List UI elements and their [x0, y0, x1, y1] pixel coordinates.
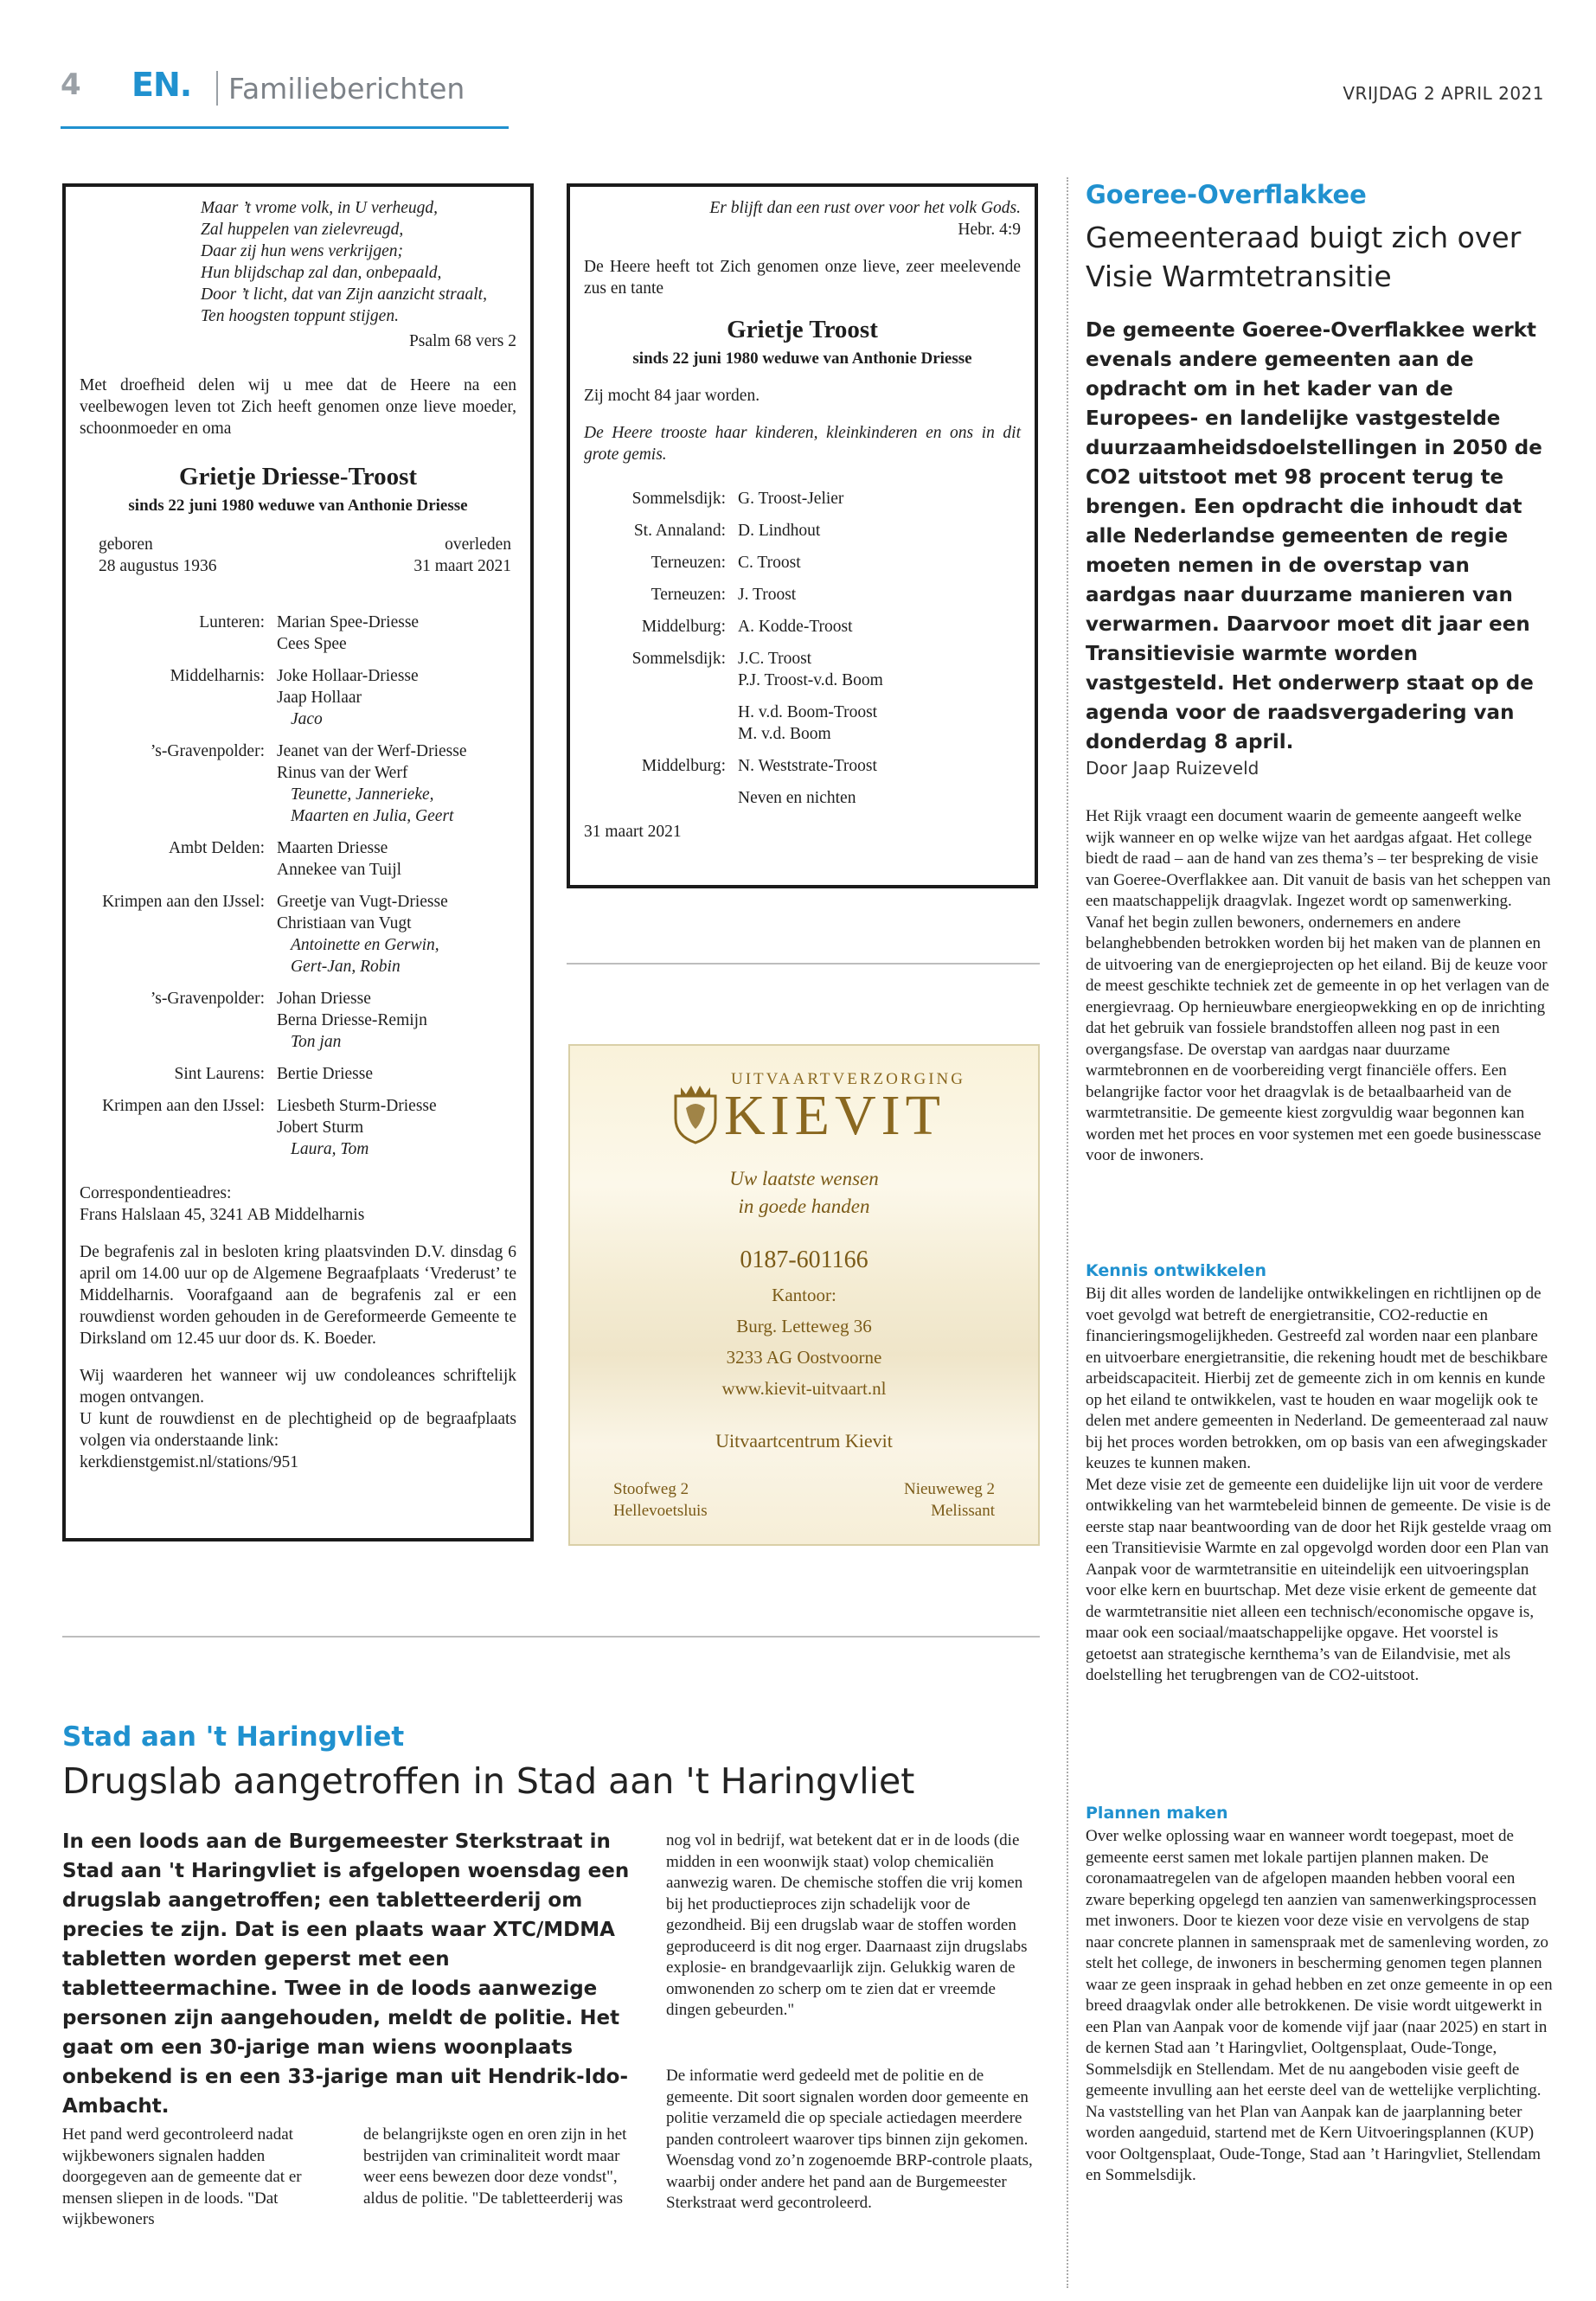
family-name: Maarten Driesse — [277, 839, 388, 857]
family-names — [738, 552, 801, 574]
family-place: Middelharnis: — [170, 667, 265, 685]
family-row — [80, 891, 516, 977]
bible-verse: Er blijft dan een rust over voor het volk Gods. — [709, 199, 1021, 217]
family-name: Johan Driesse — [277, 990, 371, 1008]
family-name: H. v.d. Boom-Troost — [738, 703, 878, 721]
deceased-name: Grietje Troost — [727, 316, 878, 343]
death-notice-troost — [567, 183, 1038, 888]
family-row — [80, 665, 516, 730]
family-name: Marian Spee-Driesse — [277, 613, 420, 631]
family-name: Bertie Driesse — [277, 1065, 374, 1083]
condolence-info: Wij waarderen het wanneer wij uw condoleances schriftelijk mogen ontvangen. — [80, 1367, 516, 1407]
family-name: C. Troost — [738, 554, 801, 572]
family-place: Terneuzen: — [651, 554, 726, 572]
family-row — [584, 755, 1021, 777]
funeral-info: De begrafenis zal in besloten kring plaatsvinden D.V. dinsdag 6 april om 14.00 uur op de Algemene Begraafplaats ‘Vrederust’ te Middelharnis. Voorafgaand aan de begrafenis zal er een rouwdienst worden gehouden in de Gereformeerde Gemeente te Dirksland om 12.45 uur door ds. K. Boeder. — [80, 1243, 516, 1348]
grandchildren: Maarten en Julia, Geert — [291, 807, 454, 825]
article-subhead: Kennis ontwikkelen — [1086, 1261, 1267, 1280]
ad-website[interactable]: www.kievit-uitvaart.nl — [721, 1378, 887, 1399]
family-name: M. v.d. Boom — [738, 725, 831, 743]
page-number: 4 — [61, 67, 81, 102]
ad-street: Burg. Letteweg 36 — [736, 1316, 872, 1336]
family-name: Joke Hollaar-Driesse — [277, 667, 419, 685]
family-row — [80, 1063, 516, 1085]
family-names — [277, 837, 401, 881]
article-body: Bij dit alles worden de landelijke ontwikkelingen en richtlijnen op de voet gevolgd wat betreft de energietransitie, CO2-reductie en financieringsmogelijkheden. Gestreefd zal worden naar een planbare en uitvoerbare energietransitie, die rekening houdt met de beschikbare arbeidscapaciteit. Hierbij zet de gemeente zich in om kennis en kunde op het eiland te ontwikkelen, vast te houden en waar mogelijk ook te delen met andere gemeenten in Nederland. De gemeenteraad zal nauw bij het proces worden betrokken, om op basis van een afwegingskader keuzes te kunnen maken. Met deze visie zet de gemeente een duidelijke lijn uit voor de verdere ontwikkeling van het warmtebeleid binnen de gemeente. De visie is de eerste stap naar beantwoording van de door het Rijk gestelde vraag om een Transitievisie Warmte en zal opgevolgd worden door een Plan van Aanpak voor de warmtetransitie en uiteindelijk een uitvoeringsplan voor elke kern en buurtschap. Met deze visie erkent de gemeente dat de warmtetransitie niet alleen een technisch/economische opgave is, maar ook een sociaal/maatschappelijke opgave. Het voorstel is getoetst aan strategische kernthema’s van de Eilandvisie, met als doelstelling het terugbrengen van de CO2-uitstoot. — [1086, 1285, 1552, 1684]
family-name: Cees Spee — [277, 635, 347, 653]
ad-slogan-line: in goede handen — [738, 1195, 870, 1217]
family-place: ’s-Gravenpolder: — [150, 990, 265, 1008]
article-column: Het pand werd gecontroleerd nadat wijkbewoners signalen hadden doorgegeven aan de gemeente dat er mensen sliepen in de loods. "Dat wijkbewoners — [62, 2125, 302, 2228]
ad-brand: KIEVIT — [724, 1084, 945, 1147]
family-place: Sint Laurens: — [174, 1065, 265, 1083]
article-subhead: Plannen maken — [1086, 1804, 1228, 1823]
newspaper-logo: EN. — [131, 66, 192, 104]
header-divider — [216, 71, 218, 106]
family-place: Krimpen aan den IJssel: — [102, 893, 265, 911]
family-name: Rinus van der Werf — [277, 764, 408, 782]
family-name: Neven en nichten — [738, 789, 856, 807]
family-names — [738, 616, 853, 638]
family-names — [738, 648, 883, 691]
ad-slogan-line: Uw laatste wensen — [729, 1168, 879, 1189]
family-row — [80, 1095, 516, 1160]
family-names — [738, 488, 843, 510]
article-body: Het Rijk vraagt een document waarin de gemeente aangeeft welke wijk wanneer en op welke wijze van het aardgas afgaat. Het college biedt de raad – aan de hand van zes thema’s – ter bespreking de visie van Goeree-Overflakkee aan. Dit vanuit de basis van het scheppen van een maatschappelijk draagvlak. Ingezet wordt op samenwerking. Vanaf het begin zullen bewoners, ondernemers en andere belanghebbenden betrokken worden bij het maken van de plannen en de uitvoering van de energieprojecten op het eiland. Bij de keuze voor de meest geschikte techniek zet de gemeente in op het verlagen van de energievraag. Op hernieuwbare energieopwekking en op de inrichting dat het gebruik van fossiele brandstoffen alleen nog past in een overgangsfase. De overstap van aardgas naar duurzame warmtebronnen en de voorbereiding vergt financiële offers. Een belangrijke factor voor het draagvlak is de betaalbaarheid van de warmtetransitie. De gemeente kiest zorgvuldig waar begonnen kan worden met het proces en voor systemen met een goede businesscase voor de inwoners. — [1086, 807, 1551, 1164]
death-notice-driesse-troost — [62, 183, 534, 1541]
header-rule — [61, 126, 509, 129]
kievit-advertisement[interactable] — [568, 1044, 1040, 1546]
family-name: D. Lindhout — [738, 522, 821, 540]
family-row — [584, 787, 1021, 809]
family-name: G. Troost-Jelier — [738, 490, 844, 508]
ad-location-street: Stoofweg 2 — [613, 1480, 689, 1498]
family-name: Christiaan van Vugt — [277, 914, 412, 933]
born — [99, 534, 217, 577]
column-divider — [1067, 177, 1068, 2288]
ad-city: 3233 AG Oostvoorne — [726, 1347, 882, 1368]
grandchildren: Teunette, Jannerieke, — [291, 785, 434, 804]
crest-icon — [670, 1084, 721, 1144]
grandchildren: Gert-Jan, Robin — [291, 958, 401, 976]
notice-date: 31 maart 2021 — [584, 823, 682, 841]
family-names — [277, 988, 427, 1053]
poem-line: Door ’t licht, dat van Zijn aanzicht straalt, — [201, 285, 487, 304]
family-row — [80, 740, 516, 827]
family-place: Terneuzen: — [651, 586, 726, 604]
family-place: Krimpen aan den IJssel: — [102, 1097, 265, 1115]
family-names — [738, 702, 877, 745]
family-names — [738, 755, 877, 777]
family-row — [584, 520, 1021, 542]
age-statement: Zij mocht 84 jaar worden. — [584, 387, 760, 405]
family-place: Middelburg: — [641, 618, 726, 636]
comfort-wish: De Heere trooste haar kinderen, kleinkinderen en ons in dit grote gemis. — [584, 424, 1021, 464]
family-name: P.J. Troost-v.d. Boom — [738, 671, 883, 689]
article-column: De informatie werd gedeeld met de politie en de gemeente. Dit soort signalen worden door gemeente en politie verzameld die op speciale actiedagen meerdere panden controleert waarover tips binnen zijn gekomen. Woensdag vond zo’n zogenoemde BRP-controle plaats, waarbij onder andere het pand aan de Burgemeester Sterkstraat werd gecontroleerd. — [666, 2067, 1033, 2212]
article-lead: In een loods aan de Burgemeester Sterkstraat in Stad aan 't Haringvliet is afgelopen woensdag een drugslab aangetroffen; een tabletteerderij om precies te zijn. Dat is een plaats waar XTC/MDMA tabletten worden geperst met een tabletteermachine. Twee in de loods aanwezige personen zijn aangehouden, meldt de politie. Het gaat om een 30-jarige man wiens woonplaats onbekend is en een 33-jarige man uit Hendrik-Ido-Ambacht. — [62, 1830, 630, 2118]
family-name: N. Weststrate-Troost — [738, 757, 877, 775]
family-name: Annekee van Tuijl — [277, 861, 402, 879]
family-place: St. Annaland: — [633, 522, 726, 540]
poem-line: Zal huppelen van zielevreugd, — [201, 221, 404, 239]
born-label: geboren — [99, 535, 153, 554]
divider — [62, 1636, 1040, 1638]
family-names — [277, 891, 448, 977]
livestream-link[interactable]: kerkdienstgemist.nl/stations/951 — [80, 1453, 298, 1471]
section-title: Familieberichten — [228, 72, 465, 106]
family-names — [738, 787, 856, 809]
family-place: ’s-Gravenpolder: — [150, 742, 265, 760]
ad-tagline: UITVAARTVERZORGING — [731, 1070, 965, 1088]
family-row — [584, 552, 1021, 574]
family-names — [738, 584, 796, 606]
family-row — [80, 988, 516, 1053]
article-kicker: Stad aan 't Haringvliet — [62, 1721, 405, 1753]
article-byline: Door Jaap Ruizeveld — [1086, 758, 1259, 779]
article-headline: Gemeenteraad buigt zich over Visie Warmtetransitie — [1086, 221, 1522, 293]
family-names — [738, 520, 820, 542]
family-place: Sommelsdijk: — [631, 650, 726, 668]
family-names — [277, 1063, 373, 1085]
family-place: Lunteren: — [199, 613, 265, 631]
correspondence-label: Correspondentieadres: — [80, 1184, 232, 1202]
family-name: Greetje van Vugt-Driesse — [277, 893, 448, 911]
article-body: Over welke oplossing waar en wanneer wordt toegepast, moet de gemeente eerst samen met lokale partijen plannen maken. De coronamaatregelen van de afgelopen maanden hebben vooral een zware beperking opgelegd ten aanzien van samenwerkingsprocessen met inwoners. Door te kiezen voor deze visie en vervolgens de stap naar concrete plannen in samenspraak met de samenleving worden, zo stelt het college, de inwoners in bescherming genomen tegen plannen waar ze geen inspraak in gehad hebben en zet onze gemeente in op een breed draagvlak onder alle betrokkenen. De visie wordt uitgewerkt in een Plan van Aanpak voor de komende vijf jaar (naar 2025) en start in de kernen Stad aan ’t Haringvliet, Ooltgensplaat, Oude-Tonge, Sommelsdijk en Stellendam. Met de nu aangeboden visie geeft de gemeente invulling aan het eerste deel van de wettelijke verplichting. Na vaststelling van het Plan van Aanpak kan de jaarplanning beter worden aangeduid, startend met de Kern Uitvoeringsplannen (KUP) voor Ooltgensplaat, Oude-Tonge, Stad aan ’t Haringvliet, Stellendam en Sommelsdijk. — [1086, 1827, 1553, 2184]
family-row — [80, 837, 516, 881]
poem-line: Hun blijdschap zal dan, onbepaald, — [201, 264, 442, 282]
poem — [80, 197, 516, 327]
ad-location-city: Hellevoetsluis — [613, 1502, 708, 1520]
ad-office-label: Kantoor: — [772, 1285, 836, 1305]
family-row — [584, 702, 1021, 745]
family-row — [584, 648, 1021, 691]
family-name: J.C. Troost — [738, 650, 812, 668]
deceased-subtitle: sinds 22 juni 1980 weduwe van Anthonie Driesse — [632, 349, 972, 368]
grandchildren: Laura, Tom — [291, 1140, 369, 1158]
ad-office — [570, 1279, 1038, 1404]
family-row — [80, 612, 516, 655]
ad-center-name: Uitvaartcentrum Kievit — [715, 1430, 893, 1452]
deceased-name: Grietje Driesse-Troost — [178, 463, 418, 490]
ad-location-1 — [613, 1478, 708, 1522]
correspondence-address: Frans Halslaan 45, 3241 AB Middelharnis — [80, 1206, 365, 1224]
family-names — [277, 740, 467, 827]
died-label: overleden — [445, 535, 511, 554]
article-kicker: Goeree-Overflakkee — [1086, 180, 1367, 209]
notice-intro: De Heere heeft tot Zich genomen onze lieve, zeer meelevende zus en tante — [584, 258, 1021, 298]
ad-location-street: Nieuweweg 2 — [904, 1480, 995, 1498]
family-names — [277, 1095, 437, 1160]
family-names — [277, 612, 419, 655]
ad-location-city: Melissant — [931, 1502, 995, 1520]
family-place — [584, 702, 738, 745]
family-place: Ambt Delden: — [168, 839, 265, 857]
family-name: Liesbeth Sturm-Driesse — [277, 1097, 437, 1115]
grandchildren: Ton jan — [291, 1033, 342, 1051]
grandchildren: Antoinette en Gerwin, — [291, 936, 439, 954]
livestream-info: U kunt de rouwdienst en de plechtigheid op de begraafplaats volgen via onderstaande link: — [80, 1410, 516, 1450]
poem-line: Daar zij hun wens verkrijgen; — [201, 242, 403, 260]
family-name: Berna Driesse-Remijn — [277, 1011, 427, 1029]
deceased-subtitle: sinds 22 juni 1980 weduwe van Anthonie Driesse — [128, 497, 468, 515]
family-row — [584, 584, 1021, 606]
life-dates — [80, 534, 516, 577]
article-column: nog vol in bedrijf, wat betekent dat er in de loods (die midden in een woonwijk staat) volop chemicaliën aanwezig waren. De chemische stoffen die vrij komen bij het productieproces zijn schadelijk voor de gezondheid. Bij een drugslab waar de stoffen worden geproduceerd is dit nog erger. Daarnaast zijn drugslabs explosie- en brandgevaarlijk zijn. Gelukkig waren de omwonenden zo scherp om te zien dat er vreemde dingen gebeurden." — [666, 1831, 1028, 2019]
poem-reference: Psalm 68 vers 2 — [408, 332, 516, 350]
born-date: 28 augustus 1936 — [99, 557, 217, 575]
article-column: de belangrijkste ogen en oren zijn in het bestrijden van criminaliteit wordt maar weer eens bewezen door deze vondst", aldus de politie. "De tabletteerderij was — [363, 2125, 627, 2208]
family-name: A. Kodde-Troost — [738, 618, 853, 636]
family-place: Middelburg: — [641, 757, 726, 775]
family-place — [584, 787, 738, 809]
ad-phone[interactable]: 0187-601166 — [740, 1247, 869, 1273]
bible-reference: Hebr. 4:9 — [958, 221, 1021, 239]
family-list — [80, 612, 516, 1160]
died-date: 31 maart 2021 — [413, 557, 511, 575]
family-name: Jaap Hollaar — [277, 689, 362, 707]
notice-intro: Met droefheid delen wij u mee dat de Heere na een veelbewogen leven tot Zich heeft genomen onze lieve moeder, schoonmoeder en oma — [80, 376, 516, 438]
poem-line: Ten hoogsten toppunt stijgen. — [201, 307, 399, 325]
family-place: Sommelsdijk: — [631, 490, 726, 508]
family-name: Jobert Sturm — [277, 1118, 364, 1137]
family-row — [584, 616, 1021, 638]
ad-location-2 — [904, 1478, 995, 1522]
family-names — [277, 665, 419, 730]
article-lead: De gemeente Goeree-Overflakkee werkt evenals andere gemeenten aan de opdracht om in het kader van de Europees- en landelijke vastgestelde duurzaamheidsdoelstellingen in 2050 de CO2 uitstoot met 98 procent terug te brengen. Een opdracht die inhoudt dat alle Nederlandse gemeenten de regie moeten nemen in de overstap van aardgas naar duurzame manieren van verwarmen. Daarvoor moet dit jaar een Transitievisie warmte worden vastgesteld. Het onderwerp staat op de agenda voor de raadsvergadering van donderdag 8 april. — [1086, 319, 1542, 753]
issue-date: VRIJDAG 2 APRIL 2021 — [1343, 83, 1544, 104]
family-name: Jeanet van der Werf-Driesse — [277, 742, 467, 760]
divider — [567, 963, 1040, 965]
grandchildren: Jaco — [291, 710, 323, 728]
article-headline: Drugslab aangetroffen in Stad aan 't Haringvliet — [62, 1760, 915, 1802]
family-name: J. Troost — [738, 586, 797, 604]
died — [413, 534, 511, 577]
correspondence — [80, 1183, 516, 1226]
ad-slogan — [570, 1165, 1038, 1221]
family-list — [584, 488, 1021, 809]
family-row — [584, 488, 1021, 510]
poem-line: Maar ’t vrome volk, in U verheugd, — [201, 199, 439, 217]
